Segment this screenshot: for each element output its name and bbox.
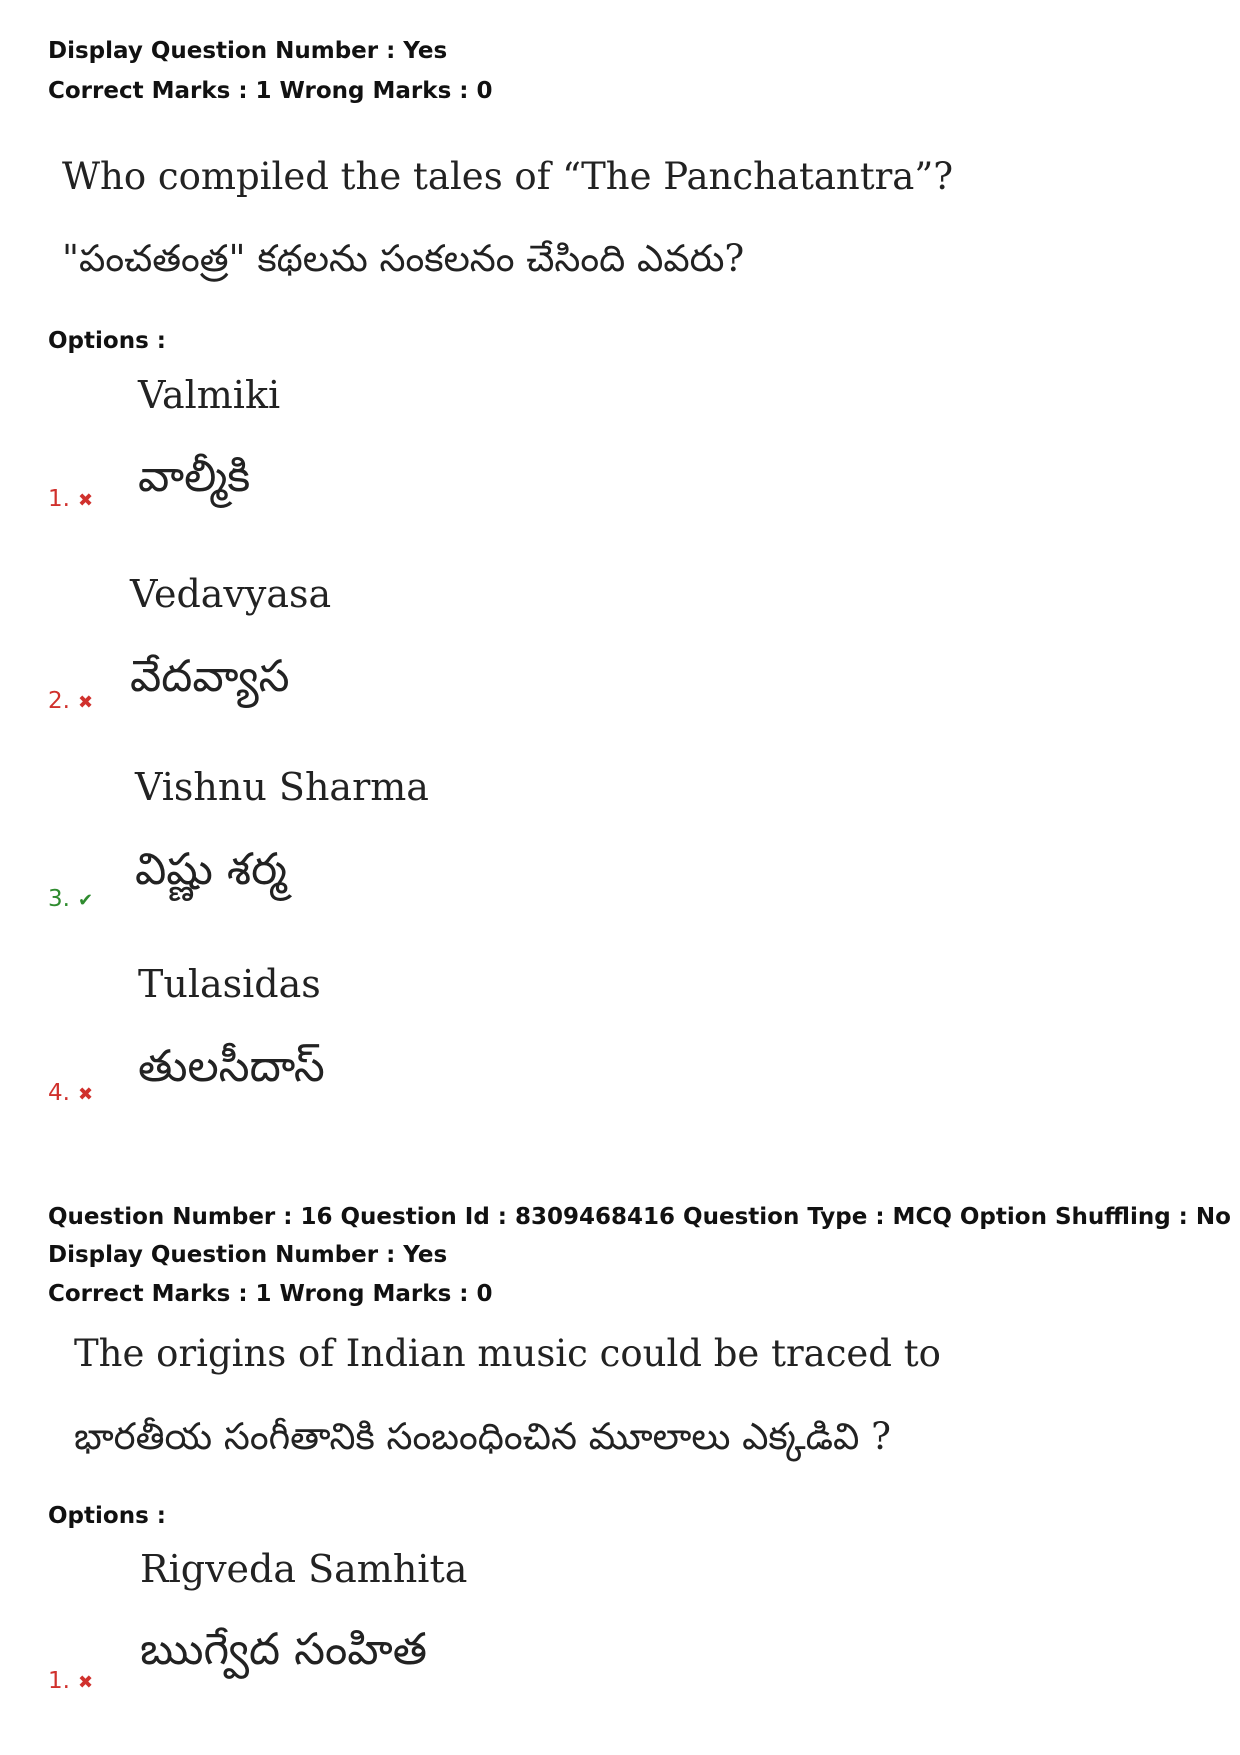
question-header: Question Number : 16 Question Id : 8309468416 Question Type : MCQ Option Shuffling : No: [48, 1204, 1231, 1230]
question-text-telugu: భారతీయ సంగీతానికి సంబంధించిన మూలాలు ఎక్కడివి ?: [74, 1415, 891, 1458]
options-label: Options :: [48, 1503, 166, 1529]
option-text-english: Vishnu Sharma: [135, 765, 429, 809]
wrong-mark-icon: ✖: [77, 1084, 94, 1105]
wrong-mark-icon: ✖: [77, 692, 94, 713]
option-text-telugu: వేదవ్యాస: [130, 651, 290, 702]
question-text-telugu: "పంచతంత్ర" కథలను సంకలనం చేసింది ఎవరు?: [62, 237, 745, 280]
option-number-label: 4.: [48, 1080, 70, 1106]
question-text-english: Who compiled the tales of “The Panchatantra”?: [62, 155, 954, 198]
wrong-mark-icon: ✖: [77, 1672, 94, 1693]
option-text-telugu: విష్ణు శర్మ: [135, 844, 287, 895]
wrong-mark-icon: ✖: [77, 490, 94, 511]
option-text-english: Valmiki: [138, 373, 281, 417]
option-number: [48, 888, 93, 911]
question-text-english: The origins of Indian music could be traced to: [74, 1332, 941, 1375]
option-number: [48, 1082, 93, 1105]
option-text-telugu: వాల్మీకి: [138, 451, 251, 502]
option-number-label: 2.: [48, 688, 70, 714]
option-number-label: 1.: [48, 1668, 70, 1694]
option-number: [48, 488, 93, 511]
option-text-telugu: తులసీదాస్: [138, 1041, 325, 1092]
display-question-number: Display Question Number : Yes: [48, 38, 448, 64]
options-label: Options :: [48, 328, 166, 354]
option-number-label: 3.: [48, 886, 70, 912]
option-text-english: Tulasidas: [138, 962, 321, 1006]
display-question-number: Display Question Number : Yes: [48, 1242, 448, 1268]
marks-info: Correct Marks : 1 Wrong Marks : 0: [48, 1281, 493, 1307]
option-number: [48, 690, 93, 713]
option-number-label: 1.: [48, 486, 70, 512]
option-text-telugu: ఋగ్వేద సంహిత: [140, 1624, 427, 1675]
marks-info: Correct Marks : 1 Wrong Marks : 0: [48, 78, 493, 104]
option-text-english: Rigveda Samhita: [140, 1547, 468, 1591]
option-text-english: Vedavyasa: [130, 572, 332, 616]
correct-mark-icon: ✔: [77, 890, 94, 911]
option-number: [48, 1670, 93, 1693]
